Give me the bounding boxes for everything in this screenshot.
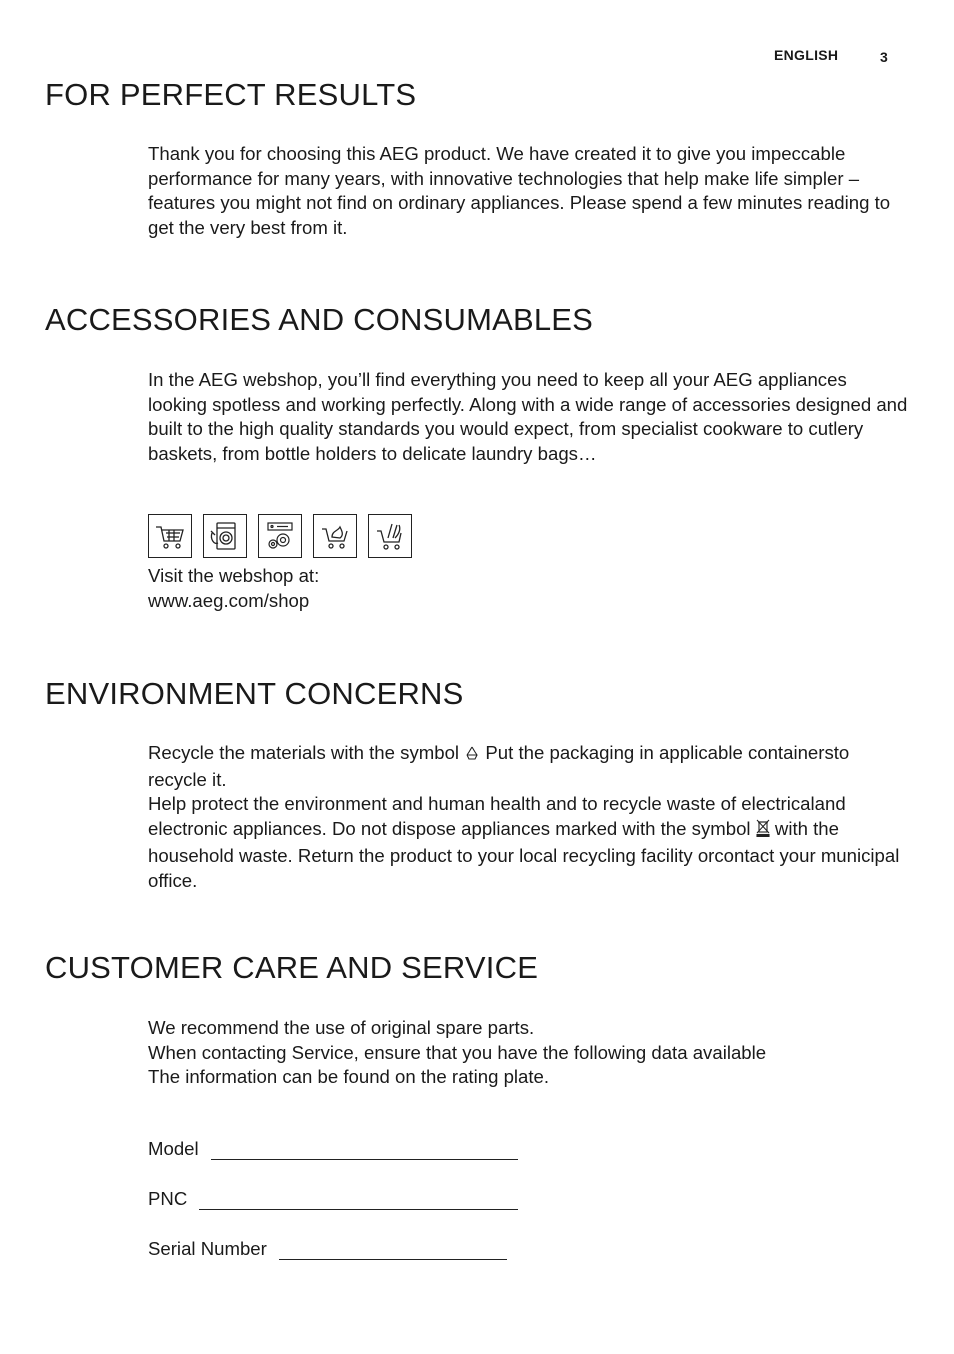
section-title-customer-care: CUSTOMER CARE AND SERVICE — [45, 950, 539, 985]
serial-blank-line[interactable] — [279, 1241, 507, 1260]
webshop-icons — [148, 514, 412, 558]
accessories-text: In the AEG webshop, you’ll find everything you need to keep all your AEG appliances looking spotless and working perfectly. Along with a wide range of accessories designed and built to the high quality standards you would expect, from specialist cookware to cutlery baskets, from bottle holders to delicate laundry bags… — [148, 369, 908, 465]
shopping-cart-icon — [148, 514, 192, 558]
pnc-field — [148, 1188, 518, 1210]
recycle-icon — [464, 743, 480, 768]
model-label: Model — [148, 1138, 199, 1159]
page-number: 3 — [880, 49, 888, 65]
washing-machine-icon — [203, 514, 247, 558]
oven-gear-icon — [258, 514, 302, 558]
pnc-blank-line[interactable] — [199, 1191, 518, 1210]
webshop-link[interactable]: www.aeg.com/shop — [148, 589, 310, 611]
section-title-perfect-results: FOR PERFECT RESULTS — [45, 77, 417, 112]
environment-text: Recycle the materials with the symbol Put the packaging in applicable containersto recycle it. Help protect the environment and human health and to recycle waste of electricaland electronic appliances. Do not dispose appliances marked with the symbol with the household waste. Return the product to your local recycling facility orcontact your municipal office. — [148, 742, 900, 891]
model-field — [148, 1138, 518, 1160]
cart-utensils-icon — [368, 514, 412, 558]
serial-field — [148, 1238, 507, 1260]
pnc-label: PNC — [148, 1188, 188, 1209]
section-title-environment: ENVIRONMENT CONCERNS — [45, 676, 464, 711]
section-title-accessories: ACCESSORIES AND CONSUMABLES — [45, 302, 594, 337]
crossed-bin-icon — [756, 819, 770, 844]
model-blank-line[interactable] — [211, 1141, 518, 1160]
serial-label: Serial Number — [148, 1238, 267, 1259]
perfect-results-text: Thank you for choosing this AEG product. We have created it to give you impeccable performance for many years, with innovative technologies that help make life simpler – features you might not find on ordinary appliances. Please spend a few minutes reading to get the very best from it. — [148, 143, 891, 239]
customer-care-text: We recommend the use of original spare parts. When contacting Service, ensure that you have the following data available The information can be found on the rating plate. — [148, 1017, 767, 1088]
language-label: ENGLISH — [774, 47, 839, 63]
cart-cleaning-icon — [313, 514, 357, 558]
webshop-visit: Visit the webshop at: www.aeg.com/shop — [148, 564, 908, 613]
